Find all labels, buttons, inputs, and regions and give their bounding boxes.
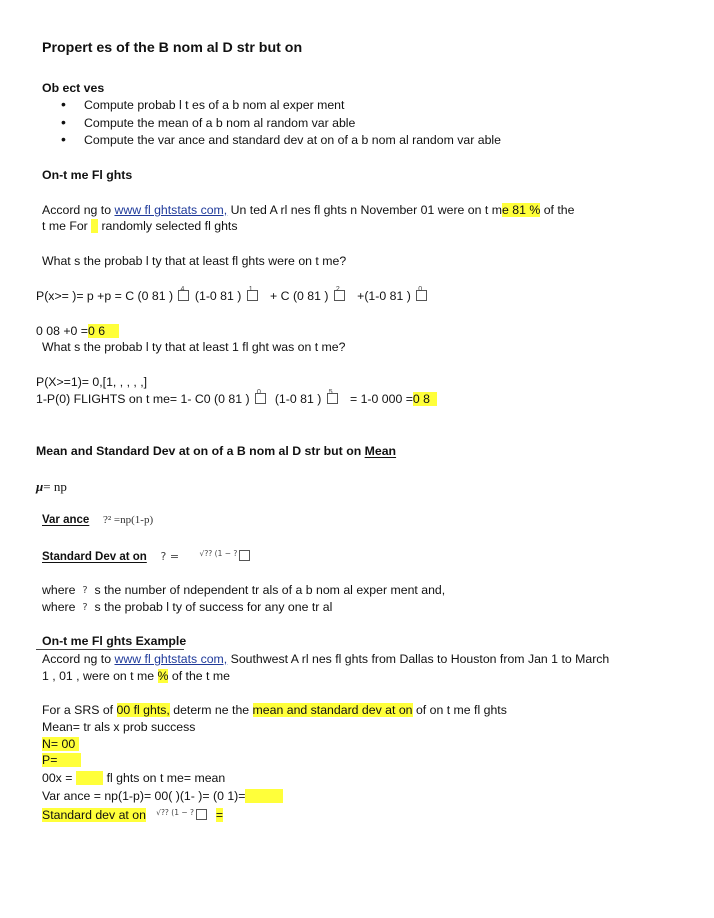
p-line: P= [42, 752, 81, 768]
equation-placeholder-icon: 2 [334, 290, 345, 301]
where-line: where ? s the number of ndependent tr als of a b nom al exper ment and, [42, 583, 446, 597]
flightstats-link[interactable]: www fl ghtstats com, [114, 203, 228, 217]
list-item: • Compute probab l t es of a b nom al exper ment [42, 97, 501, 115]
objectives-list [42, 97, 501, 150]
equation-placeholder-icon: 1 [247, 290, 258, 301]
standard-deviation-line: Standard Dev at on ? = $^{√?? (1 - ?}$ [42, 546, 252, 565]
paragraph-line: For a SRS of 00 fl ghts, determ ne the mean and standard dev at on of on t me fl ghts [42, 703, 507, 717]
formula-line: 1-P(0) FLIGHTS on t me= 1- C0 (0 81 ) 0 (1-0 81 ) 5 = 1-0 000 =0 8 [36, 391, 437, 407]
result-line: 0 08 +0 =0 6 [36, 323, 119, 339]
equation-placeholder-icon: 4 [178, 290, 189, 301]
section-heading-mean-sd: Mean and Standard Dev at on of a B nom al D str but on Mean [36, 444, 397, 458]
formula-line: P(X>=1)= 0,[1, , , , ,] [36, 375, 148, 389]
divider [36, 649, 184, 650]
objectives-heading: Ob ect ves [42, 81, 105, 95]
equation-placeholder-icon: 5 [327, 393, 338, 404]
n-line: N= 00 [42, 736, 79, 752]
section-heading-on-time-flights: On-t me Fl ghts [42, 168, 133, 182]
equation-placeholder-icon: 0 [416, 290, 427, 301]
variance-line: Var ance ?² =np(1-p) [42, 514, 154, 526]
flightstats-link[interactable]: www fl ghtstats com, [114, 652, 228, 666]
equation-placeholder-icon [239, 550, 250, 561]
question-1: What s the probab l ty that at least fl ghts were on t me? [42, 254, 347, 268]
mean-line: Mean= tr als x prob success [42, 720, 196, 734]
list-item: • Compute the var ance and standard dev at on of a b nom al random var able [42, 132, 501, 150]
question-2: What s the probab l ty that at least 1 fl ght was on t me? [42, 340, 346, 354]
page-title: Propert es of the B nom al D str but on [42, 40, 303, 56]
formula-line: P(x>= )= p +p = C (0 81 ) 4 (1-0 81 ) 1 + C (0 81 ) 2 +(1-0 81 ) 0 [36, 288, 429, 304]
missing-symbol-icon: ? [82, 584, 88, 596]
paragraph-line: Accord ng to www fl ghtstats com, Un ted A rl nes fl ghts n November 01 were on t me 81 % of the [42, 203, 575, 217]
paragraph-line: t me For randomly selected fl ghts [42, 219, 238, 233]
standard-deviation-calc-line: Standard dev at on $^{√?? (1 - ?}$ = [42, 808, 224, 822]
equation-placeholder-icon: 0 [255, 393, 266, 404]
paragraph-line: Accord ng to www fl ghtstats com, Southwest A rl nes fl ghts from Dallas to Houston from Jan 1 to March [42, 652, 610, 666]
mean-formula: μ= np [36, 479, 67, 494]
equation-placeholder-icon [196, 809, 207, 820]
list-item: • Compute the mean of a b nom al random var able [42, 115, 501, 133]
variance-calc-line: Var ance = np(1-p)= 00( )(1- )= (0 1)= [42, 788, 283, 804]
missing-symbol-icon: ? [82, 601, 88, 613]
section-heading-example: On-t me Fl ghts Example [42, 634, 187, 648]
expected-flights-line: 00x = fl ghts on t me= mean [42, 771, 226, 785]
paragraph-line: 1 , 01 , were on t me % of the t me [42, 669, 230, 683]
where-line: where ? s the probab l ty of success for any one tr al [42, 600, 333, 614]
